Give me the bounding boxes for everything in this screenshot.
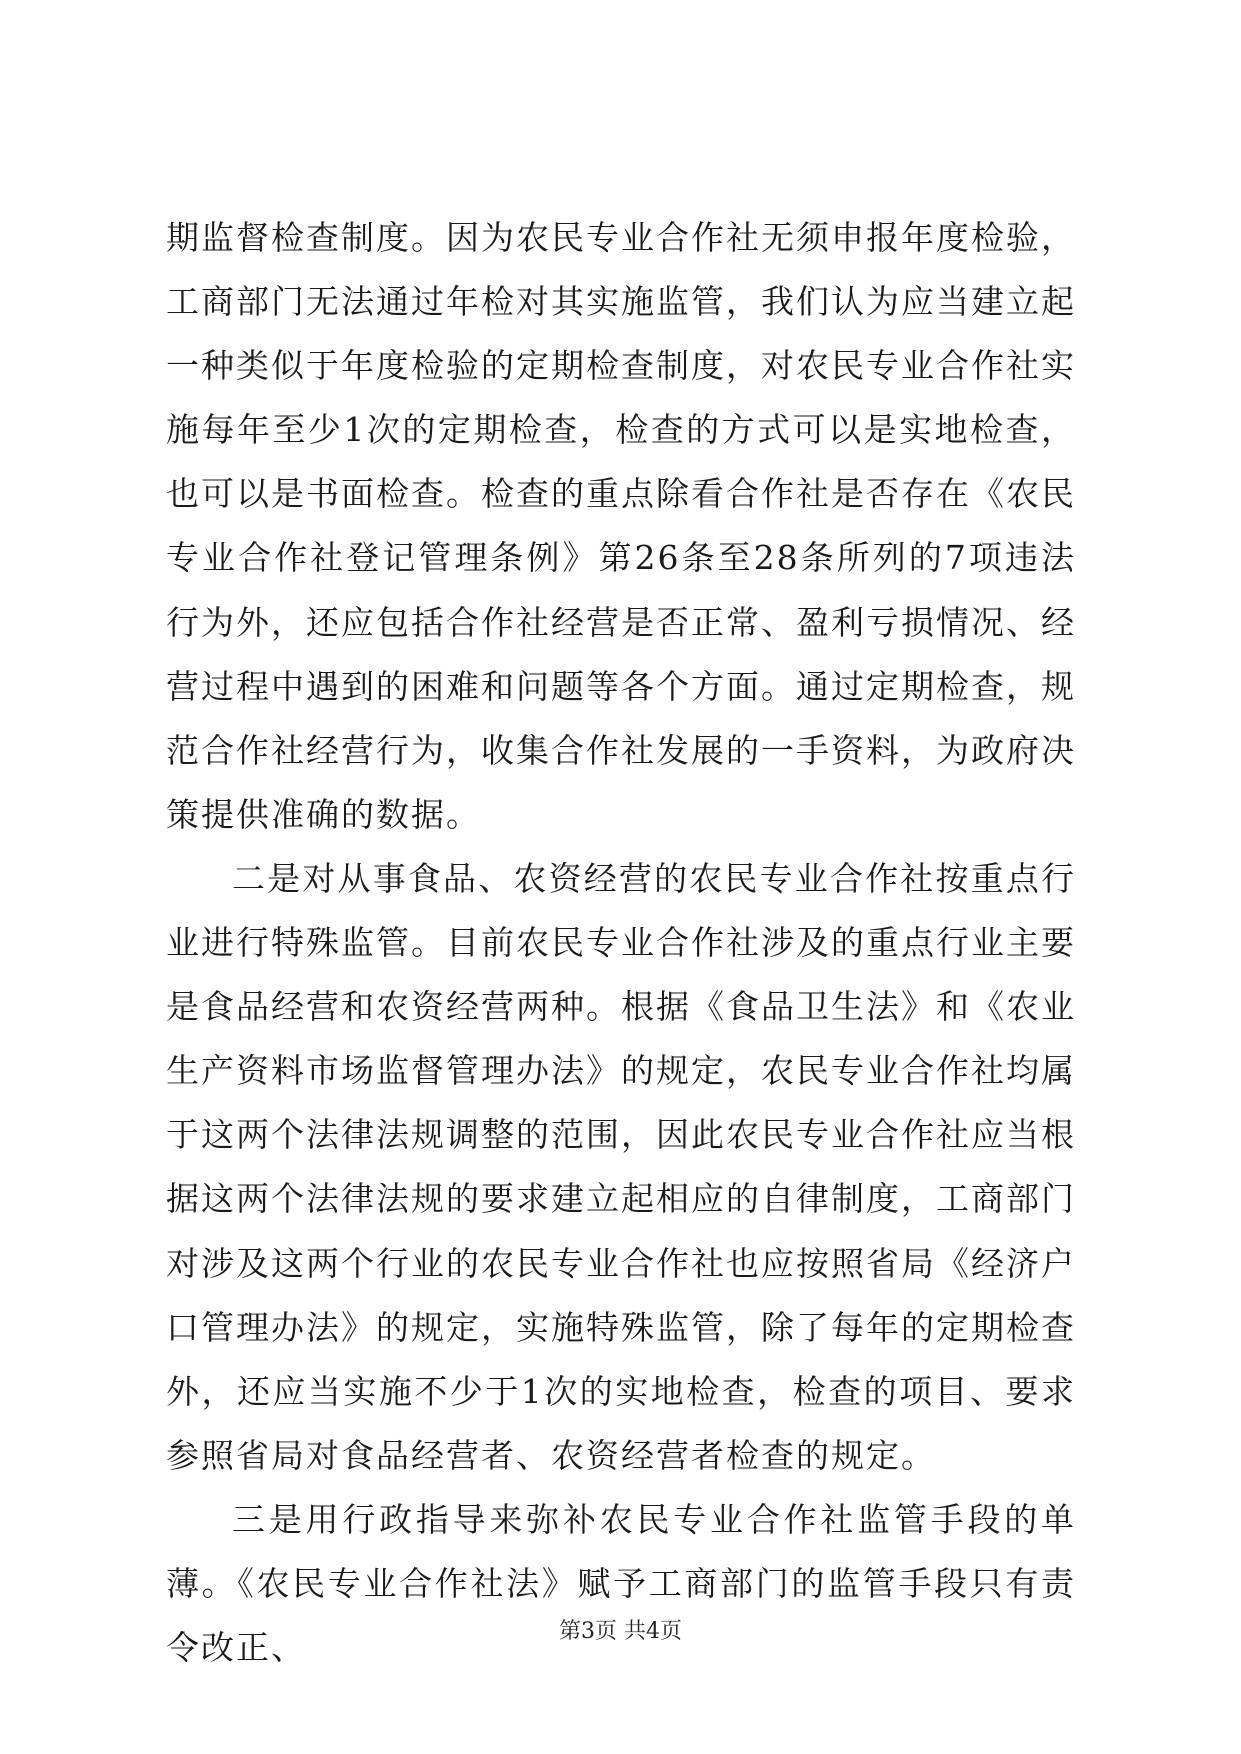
paragraph-3: 三是用行政指导来弥补农民专业合作社监管手段的单薄。《农民专业合作社法》赋予工商部门的监管手段只有责令改正、 xyxy=(166,1499,1076,1668)
paragraph-2: 二是对从事食品、农资经营的农民专业合作社按重点行业进行特殊监管。目前农民专业合作社涉及的重点行业主要是食品经营和农资经营两种。根据《食品卫生法》和《农业生产资料市场监督管理办法》的规定，农民专业合作社均属于这两个法律法规调整的范围，因此农民专业合作社应当根据这两个法律法规的要求建立起相应的自律制度，工商部门对涉及这两个行业的农民专业合作社也应按照省局《经济户口管理办法》的规定，实施特殊监管，除了每年的定期检查外，还应当实施不少于1次的实地检查，检查的项目、要求参照省局对食品经营者、农资经营者检查的规定。 xyxy=(166,858,1076,1475)
page-number-footer: 第3页 共4页 xyxy=(559,1619,682,1644)
document-body xyxy=(166,206,1076,1680)
paragraph-1: 期监督检查制度。因为农民专业合作社无须申报年度检验，工商部门无法通过年检对其实施监管，我们认为应当建立起一种类似于年度检验的定期检查制度，对农民专业合作社实施每年至少1次的定期检查，检查的方式可以是实地检查，也可以是书面检查。检查的重点除看合作社是否存在《农民专业合作社登记管理条例》第26条至28条所列的7项违法行为外，还应包括合作社经营是否正常、盈利亏损情况、经营过程中遇到的困难和问题等各个方面。通过定期检查，规范合作社经营行为，收集合作社发展的一手资料，为政府决策提供准确的数据。 xyxy=(166,218,1076,834)
